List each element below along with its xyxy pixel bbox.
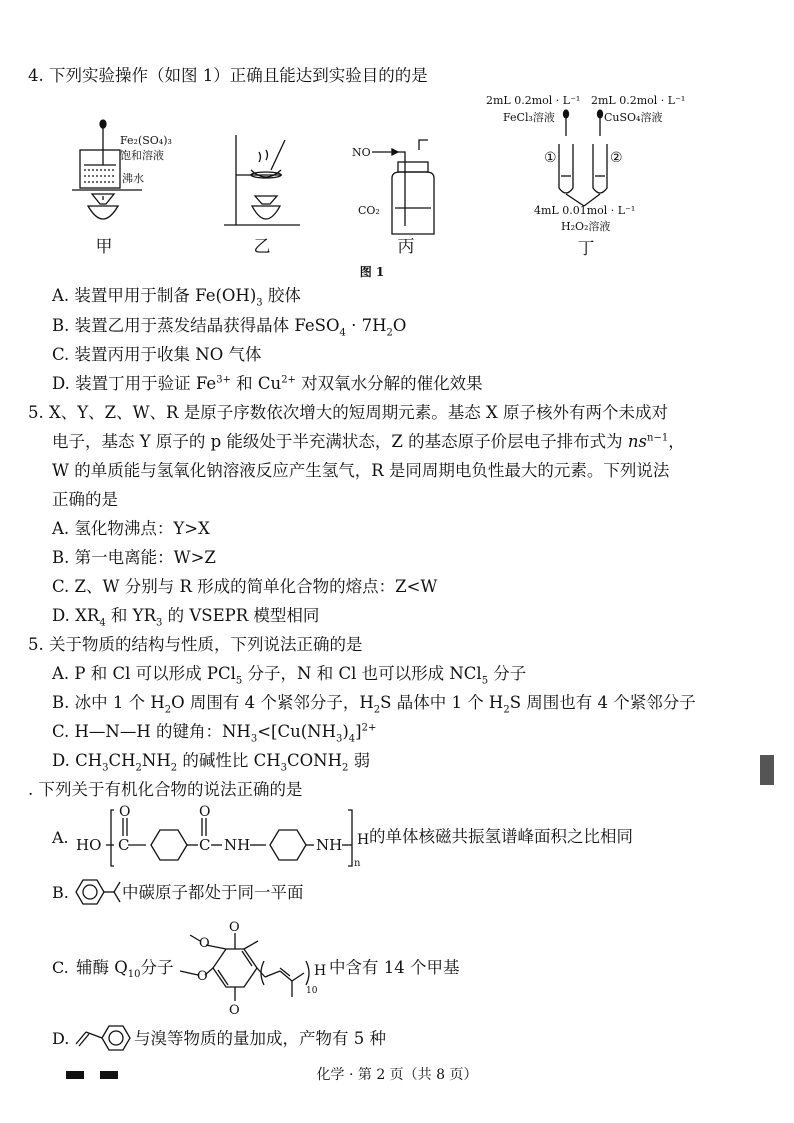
apparatus-yi (224, 135, 300, 225)
q5-line-4: 正确的是 (52, 490, 118, 509)
q7-c-label: C. (52, 958, 69, 977)
q5-line-2: 电子，基态 Y 原子的 p 能级处于半充满状态，Z 的基态原子价层电子排布式为 $ns^{n-1}$， (52, 432, 685, 451)
q7-option-a-structure (0, 800, 794, 870)
q4-option-a: A. 装置甲用于制备 $Fe(OH)_3$ 胶体 (52, 286, 301, 309)
ding-tube-1: ① (544, 150, 557, 166)
q7-option-c-structure (0, 913, 794, 1018)
q7-a-text: 的单体核磁共振氢谱峰面积之比相同 (369, 827, 633, 846)
page-footer: 化学 · 第 2 页（共 8 页） (316, 1067, 478, 1083)
q5-option-c: C. Z、W 分别与 R 形成的简单化合物的熔点：Z<W (52, 577, 438, 596)
q7-c-o-top: O (229, 920, 240, 935)
q7-a-c1: C (118, 836, 130, 854)
figure-1 (0, 0, 794, 290)
ding-bottom-2: H₂O₂溶液 (561, 220, 611, 233)
bing-liquid: CO₂ (358, 204, 380, 217)
jia-label: 甲 (95, 237, 113, 257)
q6-option-a: A. P 和 Cl 可以形成 PCl$_5$ 分子，N 和 Cl 也可以形成 NCl$_5$ 分子 (52, 664, 527, 687)
q5-option-d: D. $XR_4$ 和 $YR_3$ 的 VSEPR 模型相同 (52, 606, 320, 629)
apparatus-ding (559, 110, 607, 206)
q6-option-b: B. 冰中 1 个 $H_2O$ 周围有 4 个紧邻分子，$H_2S$ 晶体中 1 个 $H_2S$ 周围也有 4 个紧邻分子 (52, 693, 696, 716)
jia-reagent-2: 饱和溶液 (120, 149, 164, 162)
q5-line-3: W 的单质能与氢氧化钠溶液反应产生氢气，R 是同周期电负性最大的元素。下列说法 (52, 461, 670, 480)
q7-c-name: 辅酶 $Q_{10}$分子 (76, 958, 174, 980)
q7-c-o-left-1: O (199, 936, 210, 951)
q6-option-d: D. $CH_3CH_2NH_2$ 的碱性比 $CH_3CONH_2$ 弱 (52, 751, 371, 774)
q7-option-b-structure (0, 872, 794, 912)
q4-option-d: D. 装置丁用于验证 $Fe^{3+}$ 和 $Cu^{2+}$ 对双氧水分解的催化效果 (52, 374, 483, 393)
bing-label: 丙 (397, 237, 415, 257)
q7-a-nh1: NH (224, 836, 251, 854)
q7-c-h: H (314, 963, 327, 979)
scan-mark (760, 755, 774, 785)
figure-caption: 图 1 (359, 265, 385, 279)
q6-option-c: C. H—N—H 的键角：$NH_3<[Cu(NH_3)_4]^{2+}$ (52, 722, 377, 745)
q7-a-o2: O (199, 804, 211, 820)
yi-label: 乙 (253, 237, 271, 257)
q5-option-a: A. 氢化物沸点：Y>X (52, 519, 210, 538)
jia-reagent-1: Fe₂(SO₄)₃ (120, 134, 172, 147)
ding-bottom-1: 4mL 0.01mol · L⁻¹ (534, 204, 636, 217)
q7-a-n: n (354, 858, 361, 869)
apparatus-bing (372, 140, 434, 234)
q7-c-10: 10 (306, 986, 318, 996)
q7-d-text: 与溴等物质的量加成，产物有 5 种 (134, 1029, 386, 1048)
q7-c-o-left-2: O (197, 969, 208, 984)
q7-d-label: D. (52, 1029, 70, 1048)
q4-option-b: B. 装置乙用于蒸发结晶获得晶体 FeSO$_4$ · $7H_2O$ (52, 316, 407, 339)
q7-c-text: 中含有 14 个甲基 (329, 958, 460, 977)
q7-a-ho: HO (76, 836, 102, 854)
q4-stem: 4. 下列实验操作（如图 1）正确且能达到实验目的的是 (28, 66, 428, 85)
ding-tube-2: ② (610, 150, 623, 166)
ding-label: 丁 (577, 239, 595, 259)
bing-gas-in: NO (352, 146, 371, 159)
q7-c-o-bottom: O (229, 1003, 240, 1018)
q7-a-c2: C (199, 836, 211, 854)
ding-right-reagent-1: 2mL 0.2mol · L⁻¹ (591, 94, 686, 107)
q4-option-c: C. 装置丙用于收集 NO 气体 (52, 345, 262, 364)
q5-option-b: B. 第一电离能：W>Z (52, 548, 216, 567)
q5-line-1: 5. X、Y、Z、W、R 是原子序数依次增大的短周期元素。基态 X 原子核外有两个未成对 (28, 403, 668, 422)
q7-a-h: H (357, 832, 370, 848)
q7-option-d-structure (0, 1018, 794, 1058)
q6-stem: 5. 关于物质的结构与性质，下列说法正确的是 (28, 635, 363, 654)
ding-left-reagent-2: FeCl₃溶液 (503, 111, 555, 124)
ding-left-reagent-1: 2mL 0.2mol · L⁻¹ (486, 94, 581, 107)
q7-a-label: A. (52, 828, 69, 847)
q7-a-o1: O (119, 804, 131, 820)
q7-stem: . 下列关于有机化合物的说法正确的是 (28, 780, 303, 799)
q7-b-label: B. (52, 883, 69, 902)
q7-a-nh2: NH (316, 836, 343, 854)
ding-right-reagent-2: CuSO₄溶液 (604, 111, 663, 124)
q7-b-text: 中碳原子都处于同一平面 (122, 883, 304, 902)
jia-water: 沸水 (122, 172, 144, 185)
